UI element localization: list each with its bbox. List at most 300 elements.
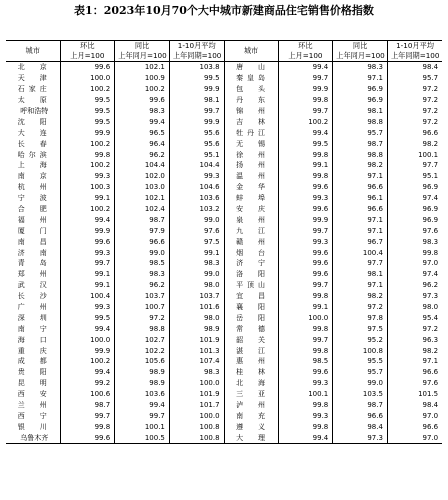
- city-name: 安 庆: [224, 204, 278, 215]
- avg-value: 100.0: [169, 378, 224, 389]
- avg-value: 97.6: [387, 225, 442, 236]
- mom-value: 100.2: [60, 204, 115, 215]
- mom-value: 98.5: [278, 356, 333, 367]
- table-row: [6, 280, 442, 291]
- header-group-avg: 1-10月平均: [169, 41, 224, 52]
- avg-value: 101.7: [169, 400, 224, 411]
- city-name: 宜 昌: [224, 291, 278, 302]
- avg-value: 98.2: [387, 138, 442, 149]
- yoy-value: 98.7: [333, 400, 388, 411]
- table-row: [6, 95, 442, 106]
- mom-value: 99.7: [278, 334, 333, 345]
- city-name: 沈 阳: [17, 117, 51, 126]
- yoy-value: 98.3: [115, 106, 170, 117]
- mom-value: 99.8: [278, 149, 333, 160]
- avg-value: 95.6: [169, 127, 224, 138]
- yoy-value: 98.7: [115, 214, 170, 225]
- avg-value: 96.6: [387, 421, 442, 432]
- yoy-value: 95.7: [333, 127, 388, 138]
- city-name: 北 海: [224, 378, 278, 389]
- table-row: [6, 204, 442, 215]
- city-name: 宁 波: [17, 194, 51, 203]
- avg-value: 95.1: [169, 149, 224, 160]
- mom-value: 99.6: [278, 247, 333, 258]
- yoy-value: 100.2: [115, 84, 170, 95]
- table-row: [6, 432, 442, 443]
- avg-value: 98.1: [169, 95, 224, 106]
- mom-value: 99.3: [278, 236, 333, 247]
- mom-value: 99.9: [60, 345, 115, 356]
- mom-value: 99.8: [60, 149, 115, 160]
- yoy-value: 103.7: [115, 291, 170, 302]
- city-name: 丹 东: [224, 95, 278, 106]
- avg-value: 97.5: [169, 236, 224, 247]
- mom-value: 100.2: [60, 84, 115, 95]
- yoy-value: 97.8: [333, 312, 388, 323]
- yoy-value: 97.1: [333, 171, 388, 182]
- yoy-value: 97.2: [333, 302, 388, 313]
- city-name: 吉 林: [224, 116, 278, 127]
- mom-value: 99.6: [60, 62, 115, 73]
- mom-value: 99.5: [60, 116, 115, 127]
- avg-value: 98.3: [387, 236, 442, 247]
- header-group-yoy-right: 同比: [333, 41, 388, 52]
- yoy-value: 105.6: [115, 356, 170, 367]
- table-row: [6, 323, 442, 334]
- avg-value: 97.6: [387, 378, 442, 389]
- mom-value: 99.4: [60, 214, 115, 225]
- avg-value: 98.4: [387, 62, 442, 73]
- city-name: 哈尔滨: [17, 150, 51, 159]
- table-row: [6, 400, 442, 411]
- city-name: 桂 林: [224, 367, 278, 378]
- mom-value: 99.6: [278, 269, 333, 280]
- mom-value: 99.7: [278, 106, 333, 117]
- table-row: [6, 312, 442, 323]
- city-name: 惠 州: [224, 356, 278, 367]
- city-name: 北 京: [17, 63, 51, 72]
- table-row: [6, 367, 442, 378]
- avg-value: 97.4: [387, 269, 442, 280]
- avg-value: 100.8: [169, 432, 224, 443]
- yoy-value: 102.7: [115, 334, 170, 345]
- yoy-value: 97.1: [333, 73, 388, 84]
- avg-value: 99.0: [169, 214, 224, 225]
- city-name: 襄 阳: [224, 302, 278, 313]
- city-name: 长 春: [17, 139, 51, 148]
- yoy-value: 97.3: [333, 432, 388, 443]
- yoy-value: 98.7: [333, 138, 388, 149]
- avg-value: 99.1: [169, 247, 224, 258]
- avg-value: 104.6: [169, 182, 224, 193]
- mom-value: 99.9: [60, 225, 115, 236]
- city-name: 济 南: [17, 248, 51, 257]
- avg-value: 95.6: [169, 138, 224, 149]
- yoy-value: 99.4: [115, 116, 170, 127]
- avg-value: 101.9: [169, 334, 224, 345]
- avg-value: 98.0: [169, 312, 224, 323]
- avg-value: 97.1: [387, 356, 442, 367]
- table-row: [6, 356, 442, 367]
- mom-value: 99.1: [60, 280, 115, 291]
- table-row: [6, 160, 442, 171]
- yoy-value: 96.2: [115, 280, 170, 291]
- city-name: 湛 江: [224, 345, 278, 356]
- avg-value: 99.9: [169, 84, 224, 95]
- mom-value: 99.9: [278, 214, 333, 225]
- table-row: [6, 84, 442, 95]
- table-row: [6, 116, 442, 127]
- city-name: 郑 州: [17, 270, 51, 279]
- yoy-value: 98.1: [333, 106, 388, 117]
- yoy-value: 97.1: [333, 225, 388, 236]
- city-name: 乌鲁木齐: [6, 432, 60, 443]
- yoy-value: 103.6: [115, 389, 170, 400]
- avg-value: 98.9: [169, 323, 224, 334]
- avg-value: 97.7: [387, 160, 442, 171]
- mom-value: 99.6: [278, 258, 333, 269]
- city-name: 包 头: [224, 84, 278, 95]
- city-name: 深 圳: [17, 313, 51, 322]
- city-name: 杭 州: [17, 183, 51, 192]
- header-city-right: 城市: [224, 41, 278, 62]
- avg-value: 99.5: [169, 73, 224, 84]
- avg-value: 103.2: [169, 204, 224, 215]
- city-name: 三 亚: [224, 389, 278, 400]
- mom-value: 99.1: [60, 269, 115, 280]
- mom-value: 99.6: [60, 432, 115, 443]
- avg-value: 103.6: [169, 193, 224, 204]
- yoy-value: 96.6: [333, 182, 388, 193]
- city-name: 海 口: [17, 335, 51, 344]
- mom-value: 100.2: [278, 116, 333, 127]
- yoy-value: 100.4: [333, 247, 388, 258]
- yoy-value: 102.1: [115, 62, 170, 73]
- header-base-yoy: 上年同月=100: [115, 51, 170, 62]
- mom-value: 99.1: [278, 302, 333, 313]
- avg-value: 101.3: [169, 345, 224, 356]
- avg-value: 100.0: [169, 411, 224, 422]
- yoy-value: 98.2: [333, 160, 388, 171]
- avg-value: 96.3: [387, 334, 442, 345]
- avg-value: 96.9: [387, 204, 442, 215]
- avg-value: 101.9: [169, 389, 224, 400]
- yoy-value: 104.4: [115, 160, 170, 171]
- table-row: [6, 389, 442, 400]
- city-name: 韶 关: [224, 334, 278, 345]
- yoy-value: 103.0: [115, 182, 170, 193]
- avg-value: 97.0: [387, 432, 442, 443]
- yoy-value: 98.4: [333, 421, 388, 432]
- yoy-value: 99.6: [115, 95, 170, 106]
- mom-value: 98.7: [60, 400, 115, 411]
- city-name: 南 宁: [17, 324, 51, 333]
- header-base-mom-right: 上月=100: [278, 51, 333, 62]
- avg-value: 103.8: [169, 62, 224, 73]
- yoy-value: 100.1: [115, 421, 170, 432]
- yoy-value: 98.3: [333, 62, 388, 73]
- yoy-value: 98.9: [115, 367, 170, 378]
- header-base-avg: 上年同期=100: [169, 51, 224, 62]
- city-name: 大 理: [224, 432, 278, 443]
- yoy-value: 99.0: [115, 247, 170, 258]
- yoy-value: 95.2: [333, 334, 388, 345]
- city-name: 上 海: [17, 161, 51, 170]
- mom-value: 99.9: [60, 127, 115, 138]
- city-name: 天 津: [17, 74, 51, 83]
- mom-value: 99.8: [60, 421, 115, 432]
- city-name: 唐 山: [224, 62, 278, 73]
- mom-value: 100.4: [60, 291, 115, 302]
- table-row: [6, 302, 442, 313]
- mom-value: 99.4: [60, 323, 115, 334]
- yoy-value: 100.5: [115, 432, 170, 443]
- yoy-value: 97.7: [333, 258, 388, 269]
- city-name: 牡丹江: [224, 127, 278, 138]
- table-row: [6, 291, 442, 302]
- yoy-value: 102.2: [115, 345, 170, 356]
- city-name: 九 江: [224, 225, 278, 236]
- yoy-value: 98.3: [115, 269, 170, 280]
- city-name: 西 宁: [17, 411, 51, 420]
- mom-value: 100.2: [60, 138, 115, 149]
- yoy-value: 95.7: [333, 367, 388, 378]
- yoy-value: 98.1: [333, 269, 388, 280]
- table-row: [6, 171, 442, 182]
- city-name: 泉 州: [224, 214, 278, 225]
- city-name: 贵 阳: [17, 368, 51, 377]
- avg-value: 99.7: [169, 106, 224, 117]
- header-row-groups: [6, 41, 442, 52]
- avg-value: 96.6: [387, 127, 442, 138]
- city-name: 长 沙: [17, 292, 51, 301]
- mom-value: 99.5: [60, 312, 115, 323]
- avg-value: 100.8: [169, 421, 224, 432]
- yoy-value: 96.6: [333, 204, 388, 215]
- mom-value: 99.8: [278, 345, 333, 356]
- mom-value: 100.2: [60, 356, 115, 367]
- price-index-table: [6, 40, 442, 444]
- avg-value: 101.5: [387, 389, 442, 400]
- table-row: [6, 214, 442, 225]
- header-base-yoy-right: 上年同月=100: [333, 51, 388, 62]
- avg-value: 97.2: [387, 323, 442, 334]
- table-row: [6, 247, 442, 258]
- city-name: 呼和浩特: [20, 107, 49, 115]
- yoy-value: 96.2: [115, 149, 170, 160]
- table-body: [6, 62, 442, 444]
- avg-value: 97.0: [387, 258, 442, 269]
- mom-value: 100.6: [60, 389, 115, 400]
- table-row: [6, 149, 442, 160]
- yoy-value: 100.8: [333, 345, 388, 356]
- avg-value: 95.4: [387, 312, 442, 323]
- avg-value: 98.3: [169, 258, 224, 269]
- mom-value: 99.1: [60, 193, 115, 204]
- yoy-value: 99.7: [115, 411, 170, 422]
- header-base-avg-right: 上年同期=100: [387, 51, 442, 62]
- city-name: 昆 明: [17, 379, 51, 388]
- mom-value: 99.3: [278, 193, 333, 204]
- yoy-value: 97.5: [333, 323, 388, 334]
- mom-value: 99.8: [278, 95, 333, 106]
- mom-value: 99.7: [60, 258, 115, 269]
- mom-value: 99.7: [278, 73, 333, 84]
- avg-value: 97.2: [387, 95, 442, 106]
- mom-value: 100.3: [60, 182, 115, 193]
- avg-value: 99.9: [169, 116, 224, 127]
- mom-value: 99.3: [60, 171, 115, 182]
- city-name: 常 德: [224, 323, 278, 334]
- yoy-value: 98.8: [115, 323, 170, 334]
- table-row: [6, 411, 442, 422]
- mom-value: 99.6: [278, 367, 333, 378]
- mom-value: 99.4: [60, 367, 115, 378]
- table-row: [6, 269, 442, 280]
- table-title: 表1：2023年10月70个大中城市新建商品住宅销售价格指数: [74, 4, 374, 17]
- city-name: 福 州: [17, 215, 51, 224]
- mom-value: 99.2: [60, 378, 115, 389]
- city-name: 无 锡: [224, 138, 278, 149]
- table-row: [6, 73, 442, 84]
- mom-value: 99.6: [278, 204, 333, 215]
- mom-value: 99.4: [278, 62, 333, 73]
- mom-value: 100.1: [278, 389, 333, 400]
- yoy-value: 98.8: [333, 116, 388, 127]
- city-name: 济 宁: [224, 258, 278, 269]
- city-name: 泸 州: [224, 400, 278, 411]
- avg-value: 104.4: [169, 160, 224, 171]
- yoy-value: 100.9: [115, 73, 170, 84]
- mom-value: 99.5: [60, 95, 115, 106]
- yoy-value: 102.4: [115, 204, 170, 215]
- avg-value: 97.6: [169, 225, 224, 236]
- city-name: 大 连: [17, 128, 51, 137]
- avg-value: 96.6: [387, 367, 442, 378]
- city-name: 太 原: [17, 96, 51, 105]
- mom-value: 99.8: [278, 291, 333, 302]
- table-row: [6, 258, 442, 269]
- avg-value: 95.7: [387, 73, 442, 84]
- table-row: [6, 138, 442, 149]
- table-row: [6, 62, 442, 73]
- avg-value: 97.3: [387, 291, 442, 302]
- city-name: 武 汉: [17, 281, 51, 290]
- mom-value: 100.0: [278, 312, 333, 323]
- header-base-mom: 上月=100: [60, 51, 115, 62]
- city-name: 平顶山: [224, 280, 278, 291]
- mom-value: 99.8: [278, 400, 333, 411]
- city-name: 遵 义: [224, 421, 278, 432]
- table-row: [6, 193, 442, 204]
- yoy-value: 100.7: [115, 302, 170, 313]
- mom-value: 99.7: [60, 411, 115, 422]
- avg-value: 98.4: [387, 400, 442, 411]
- mom-value: 99.7: [278, 225, 333, 236]
- city-name: 兰 州: [17, 401, 51, 410]
- city-name: 洛 阳: [224, 269, 278, 280]
- table-row: [6, 225, 442, 236]
- city-name: 合 肥: [17, 205, 51, 214]
- yoy-value: 96.4: [115, 138, 170, 149]
- table-row: [6, 182, 442, 193]
- header-group-mom-right: 环比: [278, 41, 333, 52]
- yoy-value: 97.9: [115, 225, 170, 236]
- city-name: 厦 门: [17, 226, 51, 235]
- mom-value: 100.2: [60, 160, 115, 171]
- mom-value: 99.8: [278, 421, 333, 432]
- mom-value: 99.7: [278, 280, 333, 291]
- yoy-value: 96.6: [115, 236, 170, 247]
- mom-value: 99.9: [278, 84, 333, 95]
- yoy-value: 103.5: [333, 389, 388, 400]
- avg-value: 97.2: [387, 106, 442, 117]
- city-name: 青 岛: [17, 259, 51, 268]
- city-name: 锦 州: [224, 106, 278, 117]
- yoy-value: 99.0: [333, 378, 388, 389]
- header-city-left: 城市: [6, 41, 60, 62]
- mom-value: 99.5: [278, 138, 333, 149]
- yoy-value: 97.1: [333, 214, 388, 225]
- avg-value: 98.0: [169, 280, 224, 291]
- city-name: 蚌 埠: [224, 193, 278, 204]
- mom-value: 99.1: [278, 160, 333, 171]
- mom-value: 99.4: [278, 127, 333, 138]
- avg-value: 96.9: [387, 182, 442, 193]
- yoy-value: 102.0: [115, 171, 170, 182]
- yoy-value: 96.9: [333, 84, 388, 95]
- avg-value: 100.1: [387, 149, 442, 160]
- mom-value: 99.3: [60, 247, 115, 258]
- table-row: [6, 421, 442, 432]
- avg-value: 97.0: [387, 411, 442, 422]
- city-name: 广 州: [17, 303, 51, 312]
- mom-value: 99.8: [278, 323, 333, 334]
- avg-value: 96.2: [387, 280, 442, 291]
- city-name: 南 昌: [17, 237, 51, 246]
- city-name: 重 庆: [17, 346, 51, 355]
- header-group-avg-right: 1-10月平均: [387, 41, 442, 52]
- header-group-mom: 环比: [60, 41, 115, 52]
- mom-value: 99.4: [278, 432, 333, 443]
- yoy-value: 95.5: [333, 356, 388, 367]
- city-name: 徐 州: [224, 149, 278, 160]
- city-name: 金 华: [224, 182, 278, 193]
- avg-value: 103.7: [169, 291, 224, 302]
- avg-value: 99.3: [169, 171, 224, 182]
- yoy-value: 98.8: [333, 149, 388, 160]
- avg-value: 96.9: [387, 214, 442, 225]
- city-name: 岳 阳: [224, 312, 278, 323]
- avg-value: 99.8: [387, 247, 442, 258]
- table-row: [6, 334, 442, 345]
- city-name: 成 都: [17, 357, 51, 366]
- yoy-value: 98.2: [333, 291, 388, 302]
- city-name: 秦皇岛: [224, 73, 278, 84]
- avg-value: 107.4: [169, 356, 224, 367]
- table-row: [6, 127, 442, 138]
- avg-value: 98.3: [169, 367, 224, 378]
- avg-value: 97.4: [387, 193, 442, 204]
- mom-value: 99.3: [60, 302, 115, 313]
- yoy-value: 99.4: [115, 400, 170, 411]
- city-name: 温 州: [224, 171, 278, 182]
- city-name: 赣 州: [224, 236, 278, 247]
- yoy-value: 97.1: [333, 280, 388, 291]
- mom-value: 99.6: [60, 236, 115, 247]
- table-row: [6, 345, 442, 356]
- city-name: 西 安: [17, 390, 51, 399]
